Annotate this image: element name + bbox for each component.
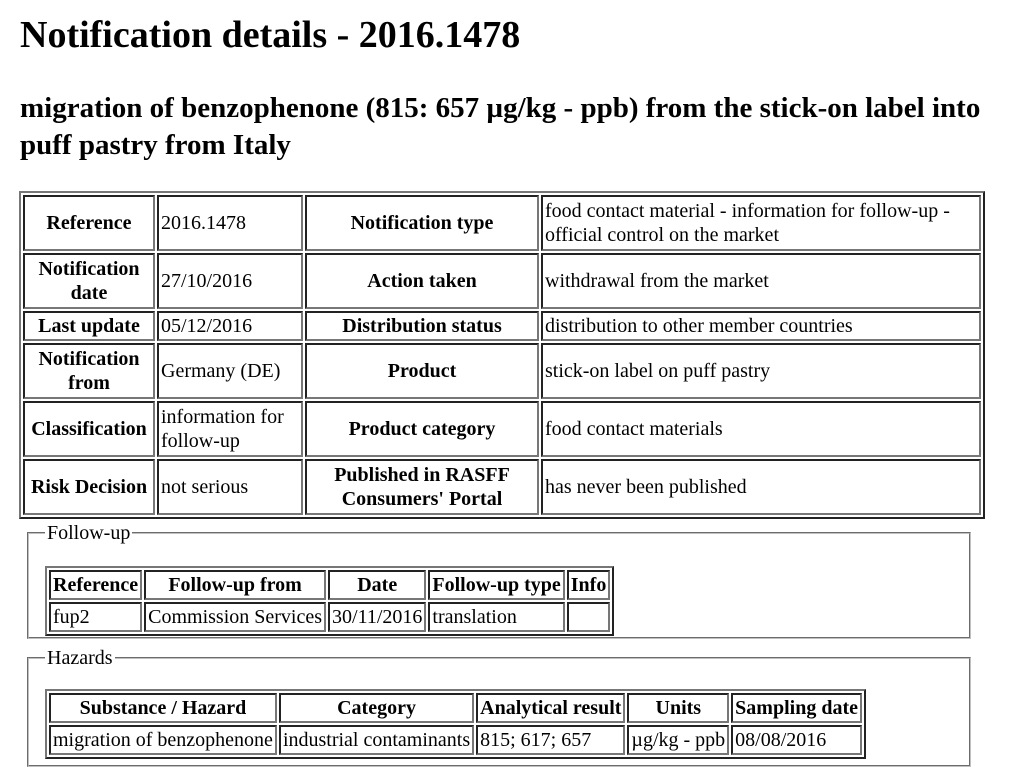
followup-header-row bbox=[49, 570, 610, 600]
table-row bbox=[49, 725, 862, 755]
hazards-cell-result: 815; 617; 657 bbox=[476, 725, 625, 755]
followup-section bbox=[27, 522, 971, 639]
hazards-header-result: Analytical result bbox=[476, 693, 625, 723]
details-row-last-update bbox=[23, 311, 981, 341]
hazards-cell-substance: migration of benzophenone bbox=[49, 725, 277, 755]
hazards-header-row bbox=[49, 693, 862, 723]
page-title: Notification details - 2016.1478 bbox=[20, 14, 521, 56]
published-label: Published in RASFF Consumers' Portal bbox=[305, 459, 539, 515]
distribution-status-label: Distribution status bbox=[305, 311, 539, 341]
hazards-header-substance: Substance / Hazard bbox=[49, 693, 277, 723]
page-subtitle: migration of benzophenone (815: 657 µg/kg - ppb) from the stick-on label into puff pastry from Italy bbox=[20, 92, 981, 161]
hazards-header-units: Units bbox=[627, 693, 729, 723]
risk-decision-value: not serious bbox=[157, 459, 303, 515]
notification-date-label: Notification date bbox=[23, 253, 155, 309]
hazards-section bbox=[27, 647, 971, 767]
followup-legend: Follow-up bbox=[47, 522, 131, 544]
distribution-status-value: distribution to other member countries bbox=[541, 311, 981, 341]
reference-value: 2016.1478 bbox=[157, 195, 303, 251]
details-row-notification-from bbox=[23, 343, 981, 399]
followup-header-from: Follow-up from bbox=[144, 570, 326, 600]
followup-header-info: Info bbox=[567, 570, 611, 600]
details-row-classification bbox=[23, 401, 981, 457]
product-category-value: food contact materials bbox=[541, 401, 981, 457]
followup-header-reference: Reference bbox=[49, 570, 142, 600]
notification-date-value: 27/10/2016 bbox=[157, 253, 303, 309]
followup-cell-from: Commission Services bbox=[144, 602, 326, 632]
followup-header-date: Date bbox=[328, 570, 426, 600]
followup-cell-info bbox=[567, 602, 611, 632]
last-update-value: 05/12/2016 bbox=[157, 311, 303, 341]
hazards-header-sampling-date: Sampling date bbox=[731, 693, 862, 723]
notification-from-value: Germany (DE) bbox=[157, 343, 303, 399]
table-row bbox=[49, 602, 610, 632]
followup-cell-type: translation bbox=[428, 602, 564, 632]
followup-cell-reference: fup2 bbox=[49, 602, 142, 632]
reference-label: Reference bbox=[23, 195, 155, 251]
followup-table bbox=[45, 566, 614, 636]
last-update-label: Last update bbox=[23, 311, 155, 341]
risk-decision-label: Risk Decision bbox=[23, 459, 155, 515]
details-row-notification-date bbox=[23, 253, 981, 309]
hazards-table bbox=[45, 689, 866, 759]
details-table bbox=[19, 191, 985, 519]
hazards-header-category: Category bbox=[279, 693, 474, 723]
followup-header-type: Follow-up type bbox=[428, 570, 564, 600]
action-taken-value: withdrawal from the market bbox=[541, 253, 981, 309]
followup-cell-date: 30/11/2016 bbox=[328, 602, 426, 632]
notification-type-value: food contact material - information for follow-up - official control on the market bbox=[541, 195, 981, 251]
product-category-label: Product category bbox=[305, 401, 539, 457]
hazards-cell-units: µg/kg - ppb bbox=[627, 725, 729, 755]
hazards-legend: Hazards bbox=[47, 647, 113, 669]
details-row-reference bbox=[23, 195, 981, 251]
classification-label: Classification bbox=[23, 401, 155, 457]
notification-from-label: Notification from bbox=[23, 343, 155, 399]
product-value: stick-on label on puff pastry bbox=[541, 343, 981, 399]
hazards-cell-sampling-date: 08/08/2016 bbox=[731, 725, 862, 755]
action-taken-label: Action taken bbox=[305, 253, 539, 309]
classification-value: information for follow-up bbox=[157, 401, 303, 457]
published-value: has never been published bbox=[541, 459, 981, 515]
details-row-risk-decision bbox=[23, 459, 981, 515]
notification-type-label: Notification type bbox=[305, 195, 539, 251]
product-label: Product bbox=[305, 343, 539, 399]
hazards-cell-category: industrial contaminants bbox=[279, 725, 474, 755]
